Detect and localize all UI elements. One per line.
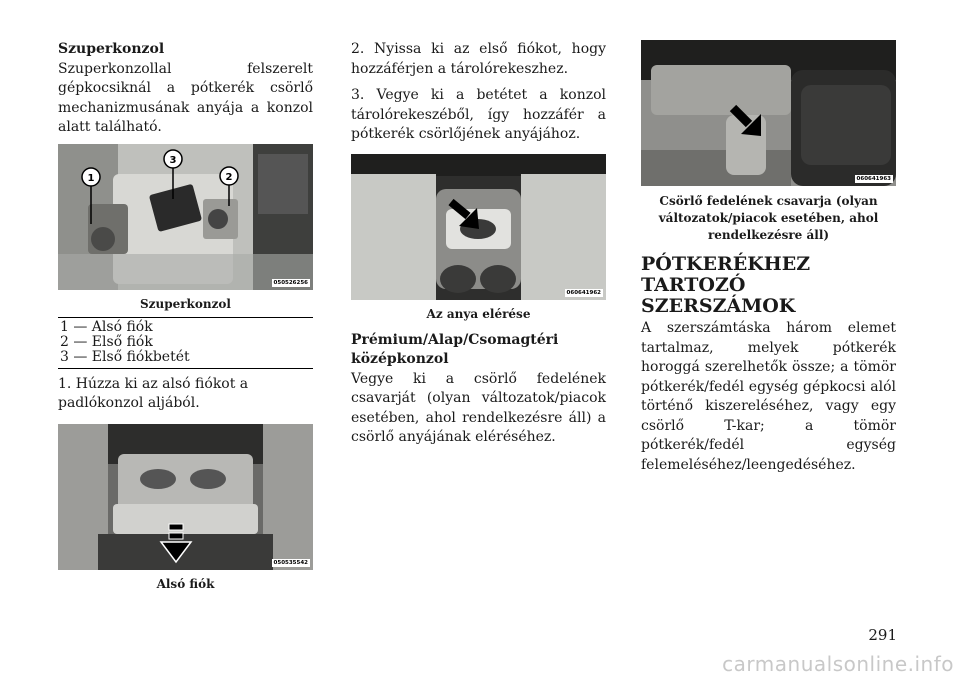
figure-caption: Az anya elérése [426, 306, 531, 321]
callout-2: 2 [225, 171, 233, 183]
key-item: 1 — Alsó fiók [60, 318, 153, 335]
step-3: 3. Vegye ki a betétet a konzol tárolórekeszéből, így hozzáfér a pótkerék csörlőjének anyájához. [351, 87, 606, 142]
column-1 [58, 40, 313, 593]
key-item: 3 — Első fiókbetét [60, 348, 190, 365]
figure-code: 050535542 [273, 559, 308, 566]
figure-caption: Csörlő fedelének csavarja (olyan változatok/piacok esetében, ahol rendelkezésre áll) [658, 194, 879, 242]
key-item: 2 — Első fiók [60, 333, 153, 350]
column-2 [351, 40, 606, 448]
section-heading: PÓTKERÉKHEZ TARTOZÓ SZERSZÁMOK [641, 253, 811, 317]
step-1: 1. Húzza ki az alsó fiókot a padlókonzol aljából. [58, 375, 249, 411]
intro-paragraph: Szuperkonzollal felszerelt gépkocsiknál a pótkerék csörlő mechanizmusának anyája a konzol alatt található. [58, 60, 313, 135]
figure-code: 060641963 [856, 176, 891, 182]
figure-key [58, 317, 313, 369]
column-3 [641, 40, 896, 475]
access-nut-photo [351, 154, 606, 300]
body-paragraph: Vegye ki a csörlő fedelének csavarját (olyan változatok/piacok esetében, ahol rendelkezésre áll) a csörlő anyájának eléréséhez. [351, 370, 606, 445]
section-subheading: Prémium/Alap/Csomagtéri középkonzol [351, 331, 559, 367]
section-heading: Szuperkonzol [58, 41, 165, 57]
figure-code: 060641962 [566, 289, 601, 296]
callout-3: 3 [169, 154, 177, 166]
figure-caption: Szuperkonzol [140, 296, 231, 311]
figure-code: 050526256 [273, 279, 308, 286]
console-photo [58, 144, 313, 290]
figure-caption: Alsó fiók [156, 576, 215, 591]
page-number: 291 [868, 626, 897, 644]
step-2: 2. Nyissa ki az első fiókot, hogy hozzáférjen a tárolórekeszhez. [351, 41, 606, 77]
lower-drawer-photo [58, 424, 313, 570]
watermark: carmanualsonline.info [722, 652, 954, 676]
winch-cover-bolt-photo [641, 40, 896, 186]
body-paragraph: A szerszámtáska három elemet tartalmaz, melyek pótkerék horoggá szerelhetők össze; a tömör pótkerék/fedél egység gépkocsi alól történő kiszereléséhez, vagy egy csörlő T-kar; a tömör pótkerék/fedél egység felemeléséhez/leengedéséhez. [641, 320, 896, 473]
callout-1: 1 [87, 172, 95, 184]
